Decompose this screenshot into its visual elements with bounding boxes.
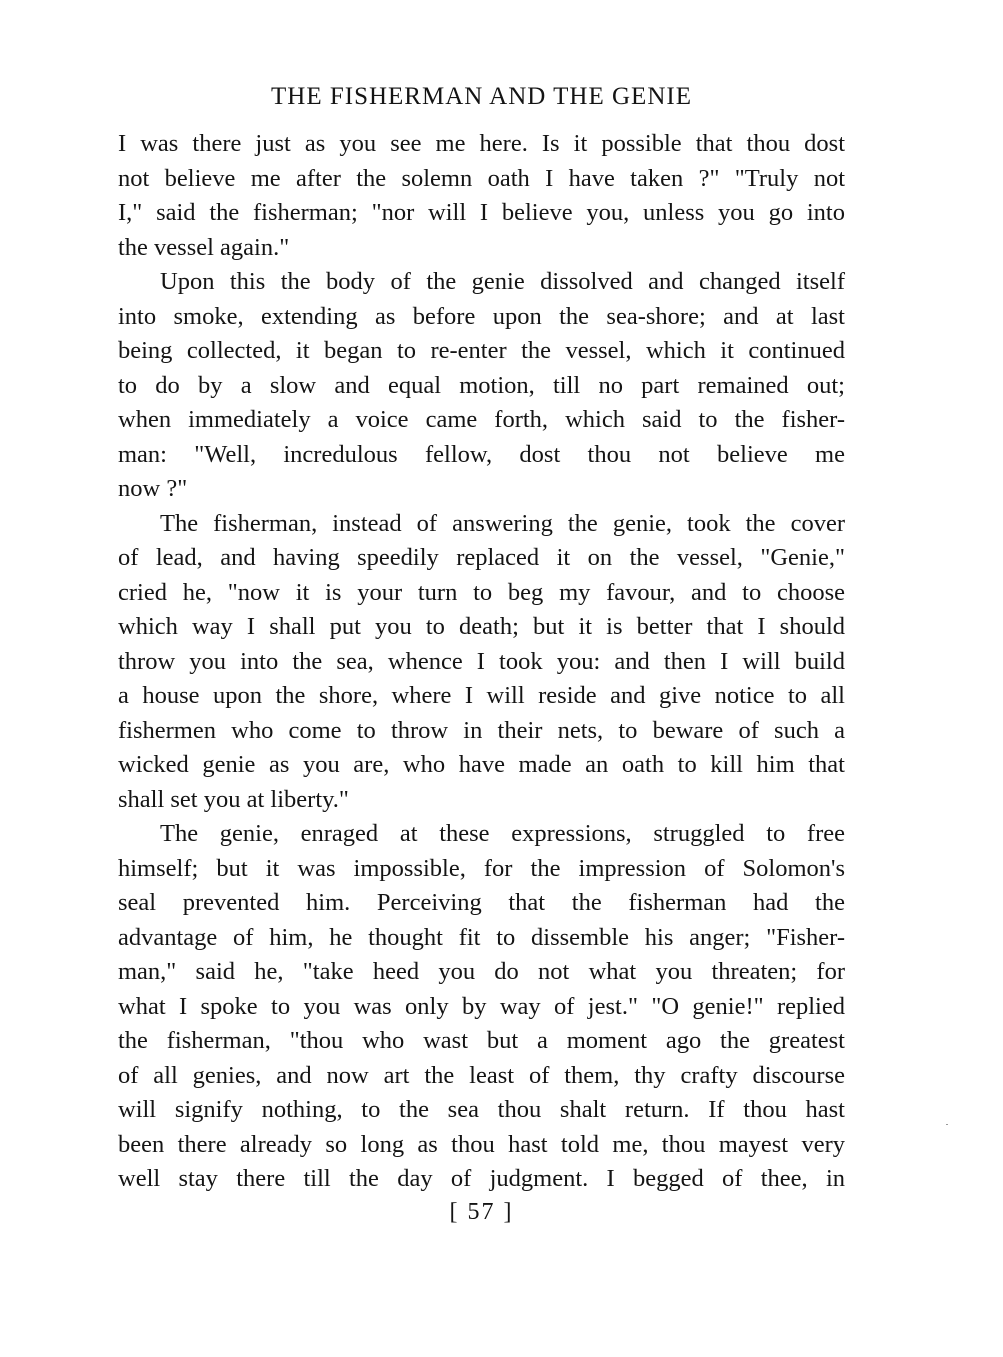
text-line: Upon this the body of the genie dissolved and changed itself xyxy=(160,268,845,295)
text-line: being collected, it began to re-enter the vessel, which it continued xyxy=(118,337,845,364)
text-line: the fisherman, "thou who wast but a moment ago the greatest xyxy=(118,1027,845,1054)
text-line: been there already so long as thou hast told me, thou mayest very xyxy=(118,1130,845,1158)
text-line: The fisherman, instead of answering the genie, took the cover xyxy=(160,509,845,537)
text-line: seal prevented him. Perceiving that the fisherman had the xyxy=(118,889,845,916)
text-line: advantage of him, he thought fit to dissemble his anger; "Fisher- xyxy=(118,923,845,951)
text-line: shall set you at liberty." xyxy=(118,785,349,813)
text-line: what I spoke to you was only by way of jest." "O genie!" replied xyxy=(118,992,845,1020)
page-number: [ 57 ] xyxy=(449,1199,514,1225)
text-line: throw you into the sea, whence I took you: and then I will build xyxy=(118,647,845,675)
text-line: cried he, "now it is your turn to beg my favour, and to choose xyxy=(118,578,845,606)
text-line: wicked genie as you are, who have made an oath to kill him that xyxy=(118,751,845,778)
text-line: into smoke, extending as before upon the sea-shore; and at last xyxy=(118,302,845,330)
text-line: himself; but it was impossible, for the impression of Solomon's xyxy=(118,854,845,882)
paragraph xyxy=(118,127,845,265)
paragraph xyxy=(118,817,845,1197)
text-line: I," said the fisherman; "nor will I believe you, unless you go into xyxy=(118,199,845,226)
paragraph xyxy=(118,265,845,507)
paper-speck xyxy=(946,1124,948,1125)
paragraph xyxy=(118,507,845,818)
text-line: will signify nothing, to the sea thou shalt return. If thou hast xyxy=(118,1096,845,1123)
text-line: fishermen who come to throw in their nets, to beware of such a xyxy=(118,716,845,744)
text-line: man: "Well, incredulous fellow, dost thou not believe me xyxy=(118,440,845,468)
text-line: the vessel again." xyxy=(118,233,290,261)
text-line: well stay there till the day of judgment. I begged of thee, in xyxy=(118,1165,845,1192)
body-text xyxy=(118,127,845,1197)
text-line: The genie, enraged at these expressions, struggled to free xyxy=(160,820,845,847)
text-line: when immediately a voice came forth, which said to the fisher- xyxy=(118,406,845,433)
text-line: of lead, and having speedily replaced it on the vessel, "Genie," xyxy=(118,544,845,571)
running-head: THE FISHERMAN AND THE GENIE xyxy=(271,83,692,110)
text-line: of all genies, and now art the least of them, thy crafty discourse xyxy=(118,1061,845,1089)
text-line: I was there just as you see me here. Is it possible that thou dost xyxy=(118,130,845,157)
text-line: now ?" xyxy=(118,475,188,502)
text-line: not believe me after the solemn oath I have taken ?" "Truly not xyxy=(118,164,845,192)
text-line: to do by a slow and equal motion, till no part remained out; xyxy=(118,371,845,399)
text-line: a house upon the shore, where I will reside and give notice to all xyxy=(118,682,845,709)
text-line: man," said he, "take heed you do not what you threaten; for xyxy=(118,958,845,985)
text-line: which way I shall put you to death; but it is better that I should xyxy=(118,613,845,640)
